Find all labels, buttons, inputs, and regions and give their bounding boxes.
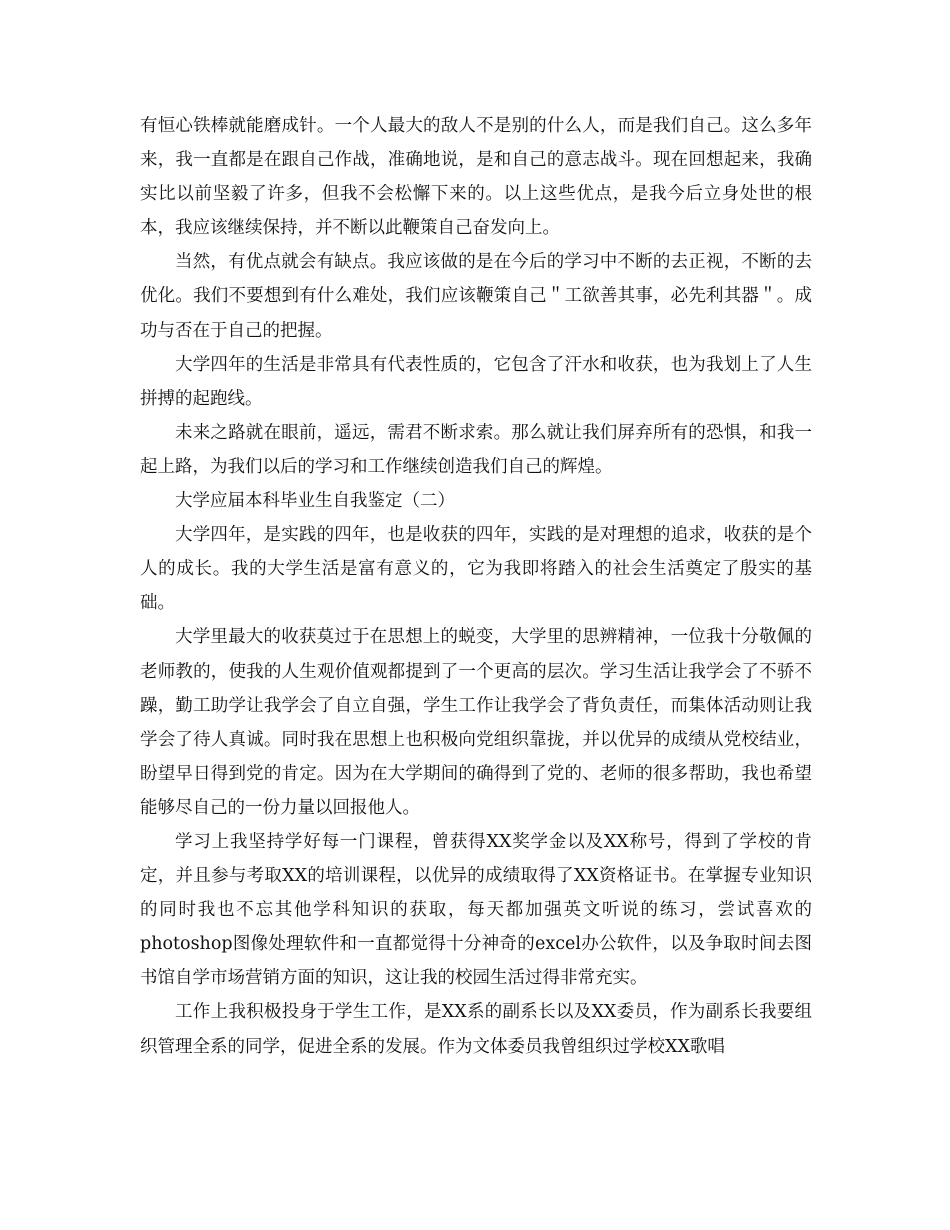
paragraph-8: 学习上我坚持学好每一门课程，曾获得XX奖学金以及XX称号，得到了学校的肯定，并且参与考取XX的培训课程，以优异的成绩取得了XX资格证书。在掌握专业知识的同时我也不忘其他学科知识的获取，每天都加强英文听说的练习，尝试喜欢的photoshop图像处理软件和一直都觉得十分神奇的excel办公软件，以及争取时间去图书馆自学市场营销方面的知识，这让我的校园生活过得非常充实。	[140, 831, 812, 989]
paragraph-6: 大学四年，是实践的四年，也是收获的四年，实践的是对理想的追求，收获的是个人的成长。我的大学生活是富有意义的，它为我即将踏入的社会生活奠定了殷实的基础。	[140, 525, 812, 614]
paragraph-3: 大学四年的生活是非常具有代表性质的，它包含了汗水和收获，也为我划上了人生拼搏的起跑线。	[140, 354, 812, 409]
paragraph-2: 当然，有优点就会有缺点。我应该做的是在今后的学习中不断的去正视，不断的去优化。我们不要想到有什么难处，我们应该鞭策自己＂工欲善其事，必先利其器＂。成功与否在于自己的把握。	[140, 252, 812, 341]
paragraph-7: 大学里最大的收获莫过于在思想上的蜕变，大学里的思辨精神，一位我十分敬佩的老师教的，使我的人生观价值观都提到了一个更高的层次。学习生活让我学会了不骄不躁，勤工助学让我学会了自立自强，学生工作让我学会了背负责任，而集体活动则让我学会了待人真诚。同时我在思想上也积极向党组织靠拢，并以优异的成绩从党校结业，盼望早日得到党的肯定。因为在大学期间的确得到了党的、老师的很多帮助，我也希望能够尽自己的一份力量以回报他人。	[140, 627, 812, 818]
paragraph-9: 工作上我积极投身于学生工作，是XX系的副系长以及XX委员，作为副系长我要组织管理全系的同学，促进全系的发展。作为文体委员我曾组织过学校XX歌唱	[140, 1002, 812, 1057]
section-heading: 大学应届本科毕业生自我鉴定（二）	[175, 491, 455, 512]
document-body	[140, 109, 812, 1064]
paragraph-4: 未来之路就在眼前，遥远，需君不断求索。那么就让我们屏弃所有的恐惧，和我一起上路，为我们以后的学习和工作继续创造我们自己的辉煌。	[140, 422, 812, 477]
paragraph-1: 有恒心铁棒就能磨成针。一个人最大的敌人不是别的什么人，而是我们自己。这么多年来，我一直都是在跟自己作战，准确地说，是和自己的意志战斗。现在回想起来，我确实比以前坚毅了许多，但我不会松懈下来的。以上这些优点，是我今后立身处世的根本，我应该继续保持，并不断以此鞭策自己奋发向上。	[140, 116, 812, 239]
